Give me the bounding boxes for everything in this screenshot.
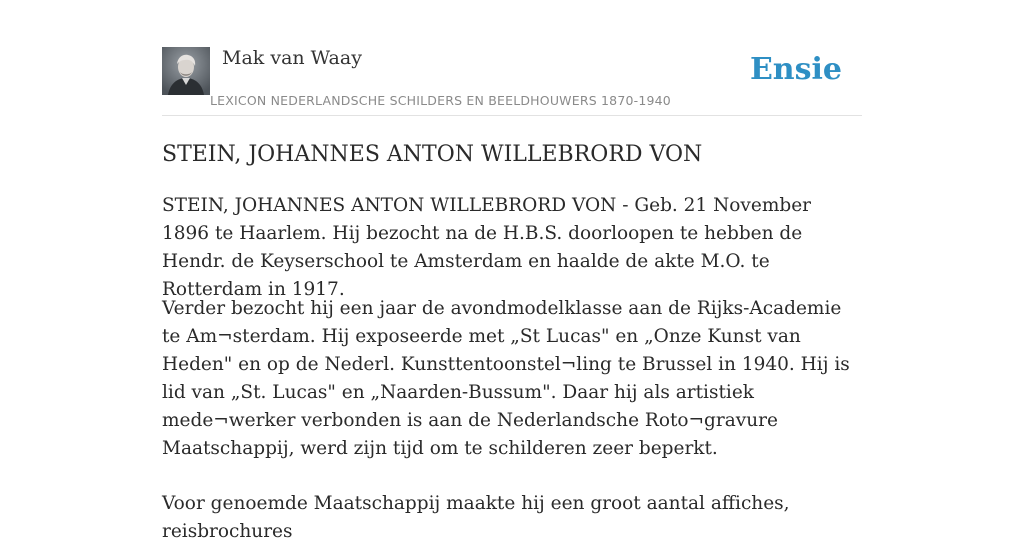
- portrait-icon: [162, 47, 210, 95]
- source-title[interactable]: LEXICON NEDERLANDSCHE SCHILDERS EN BEELDHOUWERS 1870-1940: [210, 93, 671, 108]
- article-page: [162, 0, 862, 542]
- article-paragraph: STEIN, JOHANNES ANTON WILLEBRORD VON - Geb. 21 November 1896 te Haarlem. Hij bezocht na de H.B.S. doorloopen te hebben de Hendr. de Keyserschool te Amsterdam en haalde de akte M.O. te Rotterdam in 1917.: [162, 195, 812, 300]
- article-header: [162, 0, 862, 116]
- article-title: STEIN, JOHANNES ANTON WILLEBRORD VON: [162, 142, 703, 167]
- article-paragraph: Verder bezocht hij een jaar de avondmodelklasse aan de Rijks-Academie te Am¬sterdam. Hij exposeerde met „St Lucas" en „Onze Kunst van Heden" en op de Nederl. Kunsttentoonstel¬ling te Brussel in 1940. Hij is lid van „St. Lucas" en „Naarden-Bussum". Daar hij als artistiek mede¬werker verbonden is aan de Nederlandsche Roto¬gravure Maatschappij, werd zijn tijd om te schilderen zeer beperkt.: [162, 298, 850, 459]
- brand-logo[interactable]: Ensie: [749, 52, 842, 87]
- article-paragraph: Voor genoemde Maatschappij maakte hij een groot aantal affiches, reisbrochures: [162, 493, 790, 542]
- author-avatar[interactable]: [162, 47, 210, 95]
- author-name[interactable]: Mak van Waay: [222, 47, 362, 69]
